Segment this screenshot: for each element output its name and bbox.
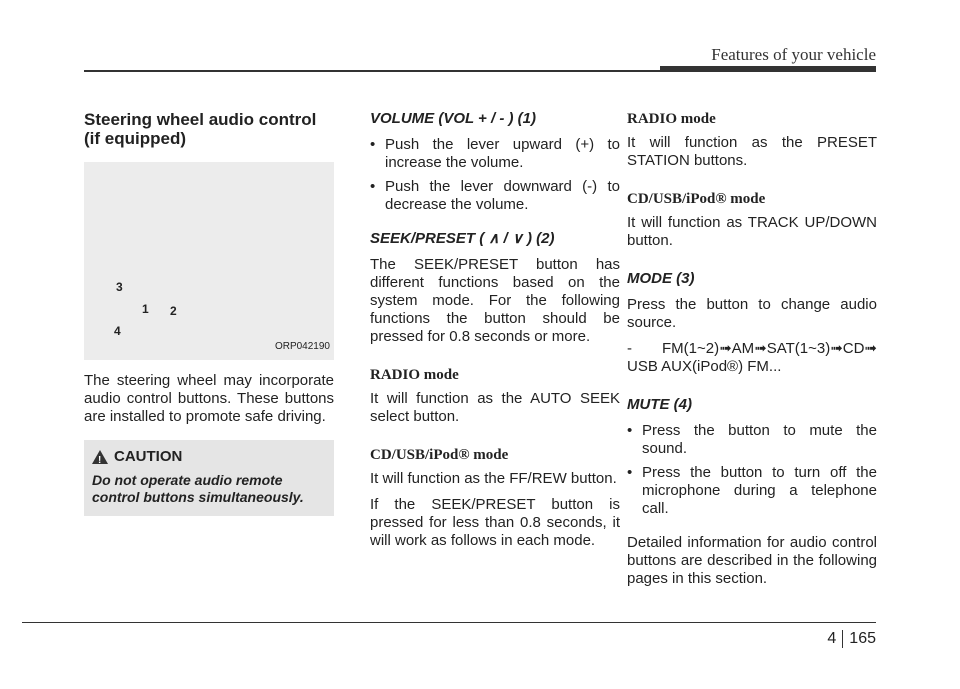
radio-mode-heading: RADIO mode: [627, 111, 716, 127]
caution-title: [92, 448, 326, 466]
figure-label-4: 4: [114, 324, 121, 338]
mode-text: Press the button to change audio source.: [627, 296, 877, 331]
footer-rule: [22, 622, 876, 623]
mute-heading: MUTE (4): [627, 396, 692, 413]
section-title: Features of your vehicle: [711, 45, 876, 64]
volume-heading: VOLUME (VOL + / - ) (1): [370, 110, 536, 127]
list-item: • Press the button to mute the sound.: [627, 422, 877, 458]
page-heading: [84, 110, 334, 148]
cd-mode-text: It will function as TRACK UP/DOWN button.: [627, 214, 877, 249]
figure-label-3: 3: [116, 280, 123, 294]
caution-text: Do not operate audio remote control buttons simultaneously.: [92, 472, 304, 505]
figure-label-1: 1: [142, 302, 149, 316]
header-rule-accent: [660, 66, 876, 72]
warning-icon: [92, 450, 108, 464]
chapter-number: 4: [827, 630, 837, 647]
intro-text: The steering wheel may incorporate audio control buttons. These buttons are installed to promote safe driving.: [84, 372, 334, 425]
column-1: [84, 110, 334, 516]
caution-title-text: CAUTION: [114, 448, 183, 465]
mute-list: [627, 422, 877, 518]
heading-line-1: Steering wheel audio control: [84, 110, 317, 129]
short-press-text: If the SEEK/PRESET button is pressed for less than 0.8 seconds, it will work as follows in each mode.: [370, 496, 620, 549]
cd-mode-text: It will function as the FF/REW button.: [370, 470, 617, 487]
detail-info-text: Detailed information for audio control buttons are described in the following pages in this section.: [627, 534, 877, 587]
volume-list: [370, 136, 620, 214]
figure-code: ORP042190: [274, 341, 330, 352]
seek-heading: SEEK/PRESET ( ∧ / ∨ ) (2): [370, 230, 555, 247]
seek-text: The SEEK/PRESET button has different functions based on the system mode. For the following functions the button should be pressed for 0.8 seconds or more.: [370, 256, 620, 345]
list-item: • Push the lever downward (-) to decrease the volume.: [370, 178, 620, 214]
page-number: [827, 630, 876, 648]
list-item: • Press the button to turn off the microphone during a telephone call.: [627, 464, 877, 518]
figure-label-2: 2: [170, 304, 177, 318]
column-2: [370, 110, 620, 558]
steering-wheel-figure: [84, 162, 334, 360]
cd-mode-heading: CD/USB/iPod® mode: [370, 447, 509, 463]
list-item: • Push the lever upward (+) to increase the volume.: [370, 136, 620, 172]
mode-sequence: - FM(1~2)➟AM➟SAT(1~3)➟CD➟ USB AUX(iPod®) FM...: [627, 340, 877, 375]
radio-mode-text: It will function as the AUTO SEEK select button.: [370, 390, 620, 425]
cd-mode-heading: CD/USB/iPod® mode: [627, 191, 766, 207]
page-separator: [842, 630, 843, 648]
mode-heading: MODE (3): [627, 270, 695, 287]
page-number-value: 165: [849, 630, 876, 647]
radio-mode-text: It will function as the PRESET STATION buttons.: [627, 134, 877, 169]
heading-line-2: (if equipped): [84, 129, 186, 148]
column-3: [627, 110, 877, 596]
radio-mode-heading: RADIO mode: [370, 367, 459, 383]
caution-box: [84, 440, 334, 516]
